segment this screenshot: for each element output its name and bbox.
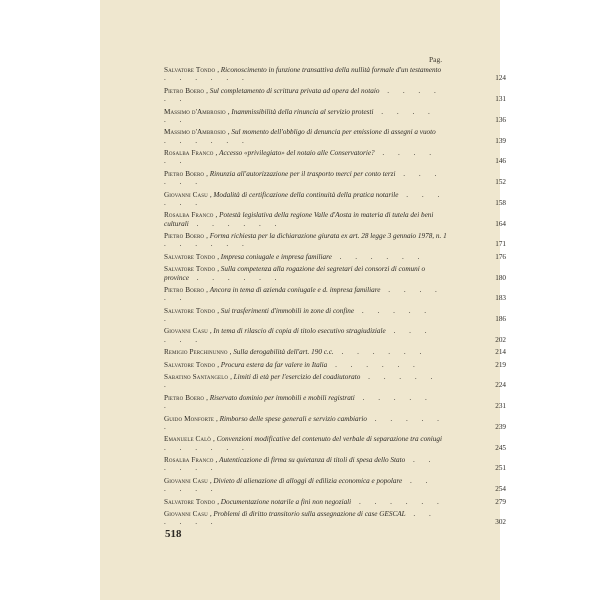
- toc-author: Giovanni Casu: [164, 190, 208, 199]
- toc-page-number: 245: [495, 443, 506, 452]
- toc-title: Forma richiesta per la dichiarazione giurata ex art. 28 legge 3 gennaio 1978, n. 1: [209, 232, 447, 240]
- separator: ,: [229, 348, 234, 357]
- separator: ,: [217, 66, 221, 74]
- toc-entry: [164, 285, 506, 303]
- leader-dots: . . . . . .: [164, 136, 250, 145]
- toc-title: Rinunzia all'autorizzazione per il trasporto merci per conto terzi: [209, 169, 396, 178]
- separator: ,: [206, 86, 210, 95]
- leader-dots: . . . . . .: [164, 107, 436, 124]
- toc-title: Inammissibilità della rinuncia al servizio protesti: [231, 107, 374, 116]
- toc-entry: [164, 393, 506, 411]
- toc-title: Procura estera da far valere in Italia: [220, 360, 328, 369]
- toc-author: Rosalba Franco: [164, 149, 214, 157]
- leader-dots: . . . . . .: [164, 86, 442, 104]
- toc-title: Riservato dominio per immobili e mobili registrati: [209, 393, 355, 402]
- leader-dots: . . . . . .: [331, 252, 426, 261]
- toc-entry: [164, 360, 506, 369]
- toc-page-number: 139: [495, 136, 506, 145]
- toc-page-number: 224: [495, 381, 506, 390]
- toc-title: Documentazione notarile a fini non negoziali: [220, 497, 352, 506]
- toc-entry: [164, 66, 506, 83]
- toc-title: Impresa coniugale e impresa familiare: [220, 252, 332, 261]
- toc-title: Convenzioni modificative del contenuto del verbale di separazione tra coniugi: [216, 435, 442, 444]
- toc-author: Massimo d'Ambrosio: [164, 107, 226, 116]
- toc-author: Sabatino Santangelo: [164, 373, 229, 382]
- toc-author: Rosalba Franco: [164, 456, 214, 465]
- toc-author: Remigio Perchinunno: [164, 348, 228, 357]
- toc-author: Pietro Boero: [164, 393, 205, 402]
- separator: ,: [215, 149, 220, 157]
- toc-page-number: 164: [495, 219, 506, 228]
- toc-page-number: 214: [495, 348, 506, 357]
- toc-author: Salvatore Tondo: [164, 265, 216, 274]
- toc-title: Accesso «privilegiato» del notaio alle Conservatorie?: [219, 149, 375, 157]
- toc-page-number: 180: [495, 273, 506, 282]
- separator: ,: [209, 190, 214, 199]
- toc-title: Sulla derogabilità dell'art. 190 c.c.: [233, 348, 334, 357]
- separator: ,: [209, 476, 214, 485]
- leader-dots: . . . . . .: [164, 373, 439, 390]
- toc-author: Giovanni Casu: [164, 476, 208, 485]
- separator: ,: [209, 510, 214, 519]
- toc-entry: [164, 456, 506, 473]
- toc-author: Salvatore Tondo: [164, 306, 216, 315]
- toc-entry: [164, 510, 506, 527]
- toc-entry: [164, 414, 506, 432]
- toc-page-number: 186: [495, 315, 506, 323]
- separator: ,: [216, 414, 220, 423]
- toc-author: Pietro Boero: [164, 86, 205, 95]
- leader-dots: . . . . . .: [351, 497, 445, 506]
- toc-page-number: 239: [495, 422, 506, 431]
- leader-dots: . . . . . .: [164, 456, 437, 473]
- toc-author: Salvatore Tondo: [164, 66, 216, 74]
- book-page: [100, 0, 506, 600]
- toc-title: Sul completamento di scrittura privata ad opera del notaio: [209, 86, 380, 95]
- separator: ,: [213, 435, 217, 444]
- leader-dots: . . . . . .: [164, 306, 433, 323]
- toc-entry: [164, 149, 506, 166]
- separator: ,: [227, 107, 232, 116]
- leader-dots: . . . . . .: [188, 219, 283, 228]
- separator: ,: [209, 327, 214, 336]
- toc-page-number: 158: [495, 198, 506, 207]
- toc-entry: [164, 476, 506, 494]
- leader-dots: . . . . . .: [188, 273, 283, 282]
- toc-author: Salvatore Tondo: [164, 360, 216, 369]
- toc-entry: [164, 190, 506, 208]
- leader-dots: . . . . . .: [164, 476, 434, 494]
- toc-title: Rimborso delle spese generali e servizio cambiario: [219, 414, 367, 423]
- toc-author: Massimo d'Ambrosio: [164, 128, 226, 137]
- leader-dots: . . . . . .: [164, 190, 446, 207]
- toc-page-number: 279: [495, 497, 506, 506]
- leader-dots: . . . . . .: [164, 285, 443, 303]
- toc-title: Potestà legislativa della regione Valle d'Aosta in materia di tutela dei beni culturali: [164, 211, 434, 228]
- separator: ,: [215, 211, 220, 220]
- toc-author: Guido Monforte: [164, 414, 215, 423]
- toc-page-number: 219: [495, 360, 506, 369]
- toc-author: Salvatore Tondo: [164, 252, 216, 261]
- leader-dots: . . . . . .: [164, 414, 445, 431]
- separator: ,: [217, 252, 221, 261]
- separator: ,: [215, 456, 220, 465]
- toc-entry: [164, 373, 506, 390]
- separator: ,: [206, 169, 210, 178]
- toc-title: Autenticazione di firma su quietanza di titoli di spesa dello Stato: [219, 456, 406, 465]
- leader-dots: . . . . . .: [333, 348, 428, 357]
- toc-author: Giovanni Casu: [164, 510, 208, 519]
- leader-dots: . . . . . .: [327, 360, 421, 369]
- separator: ,: [217, 360, 221, 369]
- toc-author: Emanuele Calò: [164, 435, 211, 444]
- toc-page-number: 302: [495, 518, 506, 527]
- leader-dots: . . . . . .: [164, 74, 250, 83]
- table-of-contents: [164, 66, 506, 531]
- toc-title: In tema di rilascio di copia di titolo esecutivo stragiudiziale: [213, 327, 386, 336]
- toc-title: Modalità di certificazione della continuità della pratica notarile: [213, 190, 399, 199]
- page-number: 518: [165, 528, 182, 540]
- toc-entry: [164, 435, 506, 452]
- toc-page-number: 146: [495, 157, 506, 166]
- toc-entry: [164, 327, 506, 344]
- page-column-header: Pag.: [429, 55, 443, 64]
- leader-dots: . . . . . .: [164, 149, 437, 166]
- separator: ,: [230, 373, 234, 382]
- toc-page-number: 251: [495, 464, 506, 473]
- separator: ,: [217, 497, 221, 506]
- leader-dots: . . . . . .: [164, 240, 250, 249]
- separator: ,: [206, 285, 210, 294]
- toc-page-number: 136: [495, 115, 506, 124]
- toc-author: Giovanni Casu: [164, 327, 208, 336]
- toc-title: Sui trasferimenti d'immobili in zone di confine: [220, 306, 355, 315]
- toc-entry: [164, 232, 506, 249]
- toc-page-number: 183: [495, 294, 506, 303]
- toc-title: Divieto di alienazione di alloggi di edilizia economica e popolare: [213, 476, 403, 485]
- toc-entry: [164, 497, 506, 506]
- toc-entry: [164, 128, 506, 145]
- toc-title: Ancora in tema di azienda coniugale e d. impresa familiare: [209, 285, 381, 294]
- toc-page-number: 202: [495, 335, 506, 344]
- toc-author: Pietro Boero: [164, 285, 205, 294]
- toc-author: Pietro Boero: [164, 169, 205, 178]
- toc-page-number: 254: [495, 485, 506, 494]
- toc-entry: [164, 107, 506, 125]
- separator: ,: [206, 232, 210, 240]
- toc-page-number: 124: [495, 74, 506, 83]
- toc-entry: [164, 86, 506, 104]
- toc-title: Problemi di diritto transitorio sulla assegnazione di case GESCAL: [213, 510, 406, 519]
- separator: ,: [206, 393, 210, 402]
- toc-title: Riconoscimento in funzione transattiva della nullità formale d'un testamento: [220, 66, 442, 74]
- separator: ,: [227, 128, 232, 137]
- toc-title: Limiti di età per l'esercizio del coadiutorato: [233, 373, 361, 382]
- separator: ,: [217, 265, 221, 274]
- leader-dots: . . . . . .: [164, 169, 443, 187]
- toc-page-number: 176: [495, 252, 506, 261]
- leader-dots: . . . . . .: [164, 393, 433, 411]
- toc-page-number: 131: [495, 95, 506, 104]
- toc-page-number: 152: [495, 178, 506, 187]
- toc-title: Sulla competenza alla rogazione dei segretari dei consorzi di comuni o province: [164, 265, 426, 282]
- toc-entry: [164, 252, 506, 261]
- toc-title: Sul momento dell'obbligo di denuncia per emissione di assegni a vuoto: [231, 128, 436, 137]
- toc-page-number: 171: [495, 240, 506, 249]
- toc-author: Pietro Boero: [164, 232, 205, 240]
- toc-author: Rosalba Franco: [164, 211, 214, 220]
- toc-entry: [164, 265, 506, 282]
- leader-dots: . . . . . .: [164, 443, 250, 452]
- toc-author: Salvatore Tondo: [164, 497, 216, 506]
- leader-dots: . . . . . .: [164, 327, 433, 344]
- toc-page-number: 231: [495, 402, 506, 411]
- toc-entry: [164, 169, 506, 187]
- toc-entry: [164, 211, 506, 228]
- toc-entry: [164, 306, 506, 324]
- toc-entry: [164, 348, 506, 357]
- separator: ,: [217, 306, 221, 315]
- leader-dots: . . . . . .: [164, 510, 437, 527]
